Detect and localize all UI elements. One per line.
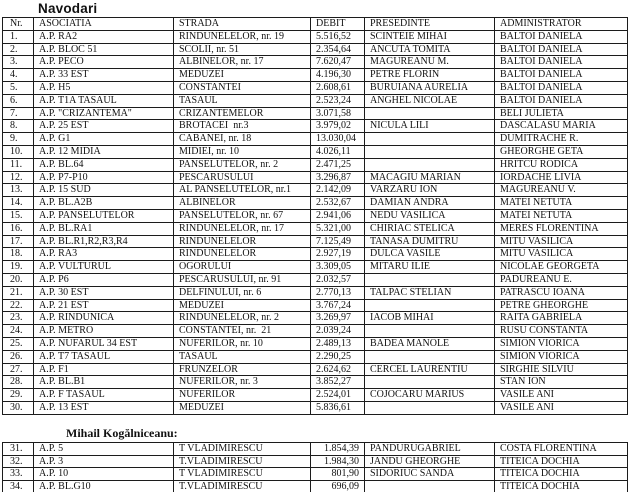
navodari-table-header <box>3 18 628 31</box>
cell-asociatia: A.P. BL.64 <box>34 158 174 171</box>
cell-strada: PANSELUTELOR, nr. 2 <box>174 158 311 171</box>
cell-asociatia: A.P. T1A TASAUL <box>34 94 174 107</box>
cell-nr: 10. <box>3 145 34 158</box>
cell-presedinte: MAGUREANU M. <box>365 56 495 69</box>
header-row <box>3 18 628 31</box>
table-row <box>3 120 628 133</box>
table-row <box>3 197 628 210</box>
cell-debit: 5.836,61 <box>311 401 365 414</box>
cell-debit: 3.071,58 <box>311 107 365 120</box>
cell-administrator: SIRGHIE SILVIU <box>495 363 628 376</box>
table-row <box>3 401 628 414</box>
cell-asociatia: A.P. 21 EST <box>34 299 174 312</box>
table-row <box>3 376 628 389</box>
table-row <box>3 455 628 468</box>
cell-presedinte: BADEA MANOLE <box>365 337 495 350</box>
cell-asociatia: A.P. PECO <box>34 56 174 69</box>
cell-asociatia: A.P. 25 EST <box>34 120 174 133</box>
cell-asociatia: A.P. 12 MIDIA <box>34 145 174 158</box>
cell-administrator: HRITCU RODICA <box>495 158 628 171</box>
table-row <box>3 325 628 338</box>
table-row <box>3 107 628 120</box>
cell-debit: 3.979,02 <box>311 120 365 133</box>
cell-administrator: MATEI NETUTA <box>495 209 628 222</box>
cell-nr: 12. <box>3 171 34 184</box>
cell-nr: 25. <box>3 337 34 350</box>
header-cell-presedinte: PRESEDINTE <box>365 18 495 31</box>
table-row <box>3 468 628 481</box>
cell-presedinte <box>365 376 495 389</box>
cell-debit: 2.941,06 <box>311 209 365 222</box>
cell-administrator: BALTOI DANIELA <box>495 30 628 43</box>
cell-asociatia: A.P. RINDUNICA <box>34 312 174 325</box>
cell-nr: 17. <box>3 235 34 248</box>
cell-nr: 18. <box>3 248 34 261</box>
cell-presedinte: SIDORIUC SANDA <box>365 468 495 481</box>
navodari-table-body <box>3 30 628 414</box>
cell-nr: 15. <box>3 209 34 222</box>
cell-strada: CABANEI, nr. 18 <box>174 133 311 146</box>
cell-presedinte: DULCA VASILE <box>365 248 495 261</box>
cell-nr: 33. <box>3 468 34 481</box>
cell-asociatia: A.P. 13 EST <box>34 401 174 414</box>
cell-debit: 2.770,13 <box>311 286 365 299</box>
cell-strada: DELFINULUI, nr. 6 <box>174 286 311 299</box>
cell-debit: 2.032,57 <box>311 273 365 286</box>
cell-administrator: VASILE ANI <box>495 389 628 402</box>
cell-asociatia: A.P. RA2 <box>34 30 174 43</box>
cell-debit: 2.624,62 <box>311 363 365 376</box>
cell-asociatia: A.P. 15 SUD <box>34 184 174 197</box>
table-row <box>3 389 628 402</box>
cell-strada: MEDUZEI <box>174 401 311 414</box>
header-cell-asociatia: ASOCIATIA <box>34 18 174 31</box>
cell-asociatia: A.P. 10 <box>34 468 174 481</box>
cell-nr: 1. <box>3 30 34 43</box>
kogalniceanu-table <box>2 442 628 492</box>
cell-presedinte <box>365 145 495 158</box>
cell-strada: T VLADIMIRESCU <box>174 468 311 481</box>
cell-nr: 11. <box>3 158 34 171</box>
cell-nr: 22. <box>3 299 34 312</box>
cell-administrator: PETRE GHEORGHE <box>495 299 628 312</box>
cell-debit: 2.471,25 <box>311 158 365 171</box>
cell-presedinte: TANASA DUMITRU <box>365 235 495 248</box>
document-page <box>0 2 631 492</box>
cell-presedinte: TALPAC STELIAN <box>365 286 495 299</box>
cell-administrator: TITEICA DOCHIA <box>495 468 628 481</box>
cell-debit: 4.026,11 <box>311 145 365 158</box>
cell-nr: 5. <box>3 81 34 94</box>
cell-asociatia: A.P. F TASAUL <box>34 389 174 402</box>
cell-administrator: SIMION VIORICA <box>495 350 628 363</box>
cell-asociatia: A.P. VULTURUL <box>34 261 174 274</box>
cell-administrator: PATRASCU IOANA <box>495 286 628 299</box>
cell-asociatia: A.P. G1 <box>34 133 174 146</box>
table-row <box>3 209 628 222</box>
cell-administrator: MAGUREANU V. <box>495 184 628 197</box>
cell-asociatia: A.P. 33 EST <box>34 69 174 82</box>
cell-nr: 16. <box>3 222 34 235</box>
table-row <box>3 56 628 69</box>
cell-administrator: MITU VASILICA <box>495 235 628 248</box>
cell-strada: OGORULUI <box>174 261 311 274</box>
header-cell-nr: Nr. <box>3 18 34 31</box>
table-row <box>3 350 628 363</box>
cell-presedinte: MACAGIU MARIAN <box>365 171 495 184</box>
cell-strada: NUFERILOR <box>174 389 311 402</box>
cell-strada: ALBINELOR, nr. 17 <box>174 56 311 69</box>
cell-nr: 6. <box>3 94 34 107</box>
cell-presedinte: PANDURUGABRIEL <box>365 442 495 455</box>
cell-strada: MEDUZEI <box>174 299 311 312</box>
cell-debit: 2.489,13 <box>311 337 365 350</box>
cell-administrator: IORDACHE LIVIA <box>495 171 628 184</box>
table-row <box>3 81 628 94</box>
cell-nr: 34. <box>3 481 34 492</box>
cell-nr: 13. <box>3 184 34 197</box>
cell-administrator: STAN ION <box>495 376 628 389</box>
table-row <box>3 94 628 107</box>
header-cell-administrator: ADMINISTRATOR <box>495 18 628 31</box>
cell-presedinte: COJOCARU MARIUS <box>365 389 495 402</box>
cell-asociatia: A.P. F1 <box>34 363 174 376</box>
cell-administrator: BALTOI DANIELA <box>495 81 628 94</box>
cell-nr: 29. <box>3 389 34 402</box>
cell-asociatia: A.P. BL.B1 <box>34 376 174 389</box>
cell-debit: 2.532,67 <box>311 197 365 210</box>
table-row <box>3 481 628 492</box>
cell-nr: 7. <box>3 107 34 120</box>
cell-administrator: MITU VASILICA <box>495 248 628 261</box>
table-row <box>3 273 628 286</box>
cell-strada: RINDUNELELOR <box>174 235 311 248</box>
cell-administrator: COSTA FLORENTINA <box>495 442 628 455</box>
navodari-table <box>2 17 628 415</box>
cell-asociatia: A.P. H5 <box>34 81 174 94</box>
cell-strada: SCOLII, nr. 51 <box>174 43 311 56</box>
cell-presedinte: DAMIAN ANDRA <box>365 197 495 210</box>
cell-asociatia: A.P. "CRIZANTEMA" <box>34 107 174 120</box>
cell-presedinte <box>365 325 495 338</box>
cell-debit: 2.039,24 <box>311 325 365 338</box>
cell-nr: 24. <box>3 325 34 338</box>
section-title-navodari: Navodari <box>38 1 98 16</box>
cell-debit: 1.854,39 <box>311 442 365 455</box>
cell-nr: 2. <box>3 43 34 56</box>
cell-presedinte <box>365 299 495 312</box>
cell-presedinte <box>365 133 495 146</box>
cell-administrator: BALTOI DANIELA <box>495 94 628 107</box>
cell-strada: PANSELUTELOR, nr. 67 <box>174 209 311 222</box>
cell-nr: 20. <box>3 273 34 286</box>
cell-administrator: GHEORGHE GETA <box>495 145 628 158</box>
cell-debit: 7.125,49 <box>311 235 365 248</box>
cell-asociatia: A.P. 5 <box>34 442 174 455</box>
cell-debit: 2.290,25 <box>311 350 365 363</box>
cell-presedinte <box>365 401 495 414</box>
cell-asociatia: A.P. PANSELUTELOR <box>34 209 174 222</box>
cell-nr: 8. <box>3 120 34 133</box>
cell-asociatia: A.P. BLOC 51 <box>34 43 174 56</box>
cell-presedinte: CERCEL LAURENTIU <box>365 363 495 376</box>
cell-presedinte: ANGHEL NICOLAE <box>365 94 495 107</box>
cell-administrator: DUMITRACHE R. <box>495 133 628 146</box>
table-row <box>3 286 628 299</box>
cell-asociatia: A.P. 3 <box>34 455 174 468</box>
cell-nr: 26. <box>3 350 34 363</box>
kogalniceanu-table-body <box>3 442 628 492</box>
cell-debit: 3.767,24 <box>311 299 365 312</box>
cell-strada: PESCARUSULUI, nr. 91 <box>174 273 311 286</box>
table-row <box>3 184 628 197</box>
cell-asociatia: A.P. BL.R1,R2,R3,R4 <box>34 235 174 248</box>
cell-strada: T VLADIMIRESCU <box>174 442 311 455</box>
cell-strada: TASAUL <box>174 350 311 363</box>
cell-strada: NUFERILOR, nr. 10 <box>174 337 311 350</box>
table-row <box>3 43 628 56</box>
cell-administrator: MERES FLORENTINA <box>495 222 628 235</box>
cell-nr: 30. <box>3 401 34 414</box>
cell-nr: 32. <box>3 455 34 468</box>
cell-strada: T.VLADIMIRESCU <box>174 455 311 468</box>
table-row <box>3 299 628 312</box>
cell-presedinte: CHIRIAC STELICA <box>365 222 495 235</box>
cell-strada: RINDUNELELOR <box>174 248 311 261</box>
cell-presedinte <box>365 350 495 363</box>
cell-administrator: BELI JULIETA <box>495 107 628 120</box>
cell-asociatia: A.P. BL.A2B <box>34 197 174 210</box>
cell-presedinte: JANDU GHEORGHE <box>365 455 495 468</box>
cell-presedinte: BURUIANA AURELIA <box>365 81 495 94</box>
cell-debit: 2.354,64 <box>311 43 365 56</box>
cell-debit: 801,90 <box>311 468 365 481</box>
table-row <box>3 133 628 146</box>
cell-debit: 5.516,52 <box>311 30 365 43</box>
cell-presedinte: ANCUTA TOMITA <box>365 43 495 56</box>
cell-administrator: RAITA GABRIELA <box>495 312 628 325</box>
cell-debit: 1.984,30 <box>311 455 365 468</box>
cell-debit: 2.608,61 <box>311 81 365 94</box>
cell-strada: RINDUNELELOR, nr. 17 <box>174 222 311 235</box>
cell-presedinte: SCINTEIE MIHAI <box>365 30 495 43</box>
cell-nr: 3. <box>3 56 34 69</box>
table-row <box>3 363 628 376</box>
cell-presedinte <box>365 158 495 171</box>
cell-debit: 4.196,30 <box>311 69 365 82</box>
cell-asociatia: A.P. RA3 <box>34 248 174 261</box>
table-row <box>3 69 628 82</box>
cell-asociatia: A.P. P6 <box>34 273 174 286</box>
cell-presedinte <box>365 273 495 286</box>
cell-asociatia: A.P. P7-P10 <box>34 171 174 184</box>
cell-presedinte: VARZARU ION <box>365 184 495 197</box>
header-cell-debit: DEBIT <box>311 18 365 31</box>
cell-strada: RINDUNELELOR, nr. 2 <box>174 312 311 325</box>
table-row <box>3 158 628 171</box>
cell-nr: 9. <box>3 133 34 146</box>
cell-nr: 27. <box>3 363 34 376</box>
cell-presedinte: NICULA LILI <box>365 120 495 133</box>
cell-debit: 13.030,04 <box>311 133 365 146</box>
cell-strada: PESCARUSULUI <box>174 171 311 184</box>
cell-presedinte: PETRE FLORIN <box>365 69 495 82</box>
cell-asociatia: A.P. BL.G10 <box>34 481 174 492</box>
cell-strada: FRUNZELOR <box>174 363 311 376</box>
cell-asociatia: A.P. METRO <box>34 325 174 338</box>
cell-administrator: TITEICA DOCHIA <box>495 481 628 492</box>
cell-administrator: MATEI NETUTA <box>495 197 628 210</box>
cell-asociatia: A.P. NUFARUL 34 EST <box>34 337 174 350</box>
cell-strada: ALBINELOR <box>174 197 311 210</box>
cell-strada: T.VLADIMIRESCU <box>174 481 311 492</box>
cell-asociatia: A.P. 30 EST <box>34 286 174 299</box>
cell-administrator: VASILE ANI <box>495 401 628 414</box>
cell-asociatia: A.P. BL.RA1 <box>34 222 174 235</box>
table-row <box>3 442 628 455</box>
table-row <box>3 222 628 235</box>
cell-debit: 3.852,27 <box>311 376 365 389</box>
cell-debit: 696,09 <box>311 481 365 492</box>
cell-strada: CONSTANTEI <box>174 81 311 94</box>
table-row <box>3 248 628 261</box>
cell-nr: 23. <box>3 312 34 325</box>
cell-presedinte: MITARU ILIE <box>365 261 495 274</box>
cell-administrator: TITEICA DOCHIA <box>495 455 628 468</box>
cell-debit: 2.523,24 <box>311 94 365 107</box>
section-title-kogalniceanu: Mihail Kogălniceanu: <box>66 425 178 440</box>
table-row <box>3 171 628 184</box>
cell-strada: MIDIEI, nr. 10 <box>174 145 311 158</box>
cell-nr: 4. <box>3 69 34 82</box>
cell-debit: 7.620,47 <box>311 56 365 69</box>
cell-strada: AL PANSELUTELOR, nr.1 <box>174 184 311 197</box>
cell-asociatia: A.P. T7 TASAUL <box>34 350 174 363</box>
cell-strada: BROTACEI nr.3 <box>174 120 311 133</box>
cell-nr: 19. <box>3 261 34 274</box>
cell-presedinte: NEDU VASILICA <box>365 209 495 222</box>
cell-nr: 14. <box>3 197 34 210</box>
table-row <box>3 312 628 325</box>
table-row <box>3 30 628 43</box>
cell-debit: 3.309,05 <box>311 261 365 274</box>
cell-debit: 2.524,01 <box>311 389 365 402</box>
cell-strada: CONSTANTEI, nr. 21 <box>174 325 311 338</box>
cell-administrator: BALTOI DANIELA <box>495 69 628 82</box>
cell-debit: 3.296,87 <box>311 171 365 184</box>
cell-administrator: DASCALASU MARIA <box>495 120 628 133</box>
cell-debit: 3.269,97 <box>311 312 365 325</box>
cell-administrator: BALTOI DANIELA <box>495 43 628 56</box>
cell-debit: 2.927,19 <box>311 248 365 261</box>
table-row <box>3 337 628 350</box>
table-row <box>3 235 628 248</box>
cell-nr: 21. <box>3 286 34 299</box>
cell-administrator: RUSU CONSTANTA <box>495 325 628 338</box>
table-row <box>3 145 628 158</box>
header-cell-strada: STRADA <box>174 18 311 31</box>
cell-presedinte <box>365 481 495 492</box>
cell-nr: 28. <box>3 376 34 389</box>
cell-strada: CRIZANTEMELOR <box>174 107 311 120</box>
cell-administrator: NICOLAE GEORGETA <box>495 261 628 274</box>
cell-nr: 31. <box>3 442 34 455</box>
cell-strada: MEDUZEI <box>174 69 311 82</box>
cell-presedinte: IACOB MIHAI <box>365 312 495 325</box>
cell-strada: RINDUNELELOR, nr. 19 <box>174 30 311 43</box>
cell-debit: 5.321,00 <box>311 222 365 235</box>
cell-presedinte <box>365 107 495 120</box>
cell-strada: TASAUL <box>174 94 311 107</box>
cell-administrator: SIMION VIORICA <box>495 337 628 350</box>
cell-debit: 2.142,09 <box>311 184 365 197</box>
cell-administrator: BALTOI DANIELA <box>495 56 628 69</box>
cell-administrator: PADUREANU E. <box>495 273 628 286</box>
table-row <box>3 261 628 274</box>
cell-strada: NUFERILOR, nr. 3 <box>174 376 311 389</box>
